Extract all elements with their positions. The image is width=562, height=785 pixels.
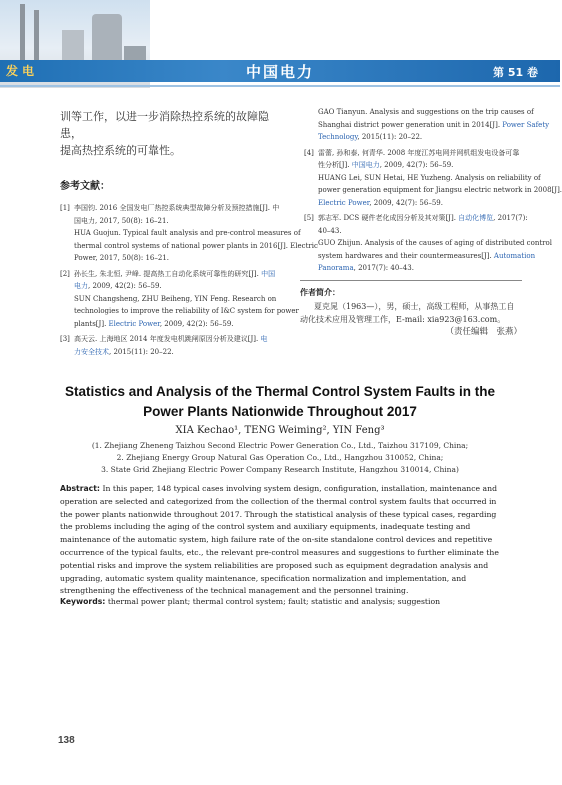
reference-item (304, 106, 550, 144)
reference-line (74, 305, 299, 318)
reference-text: , 2015(11): 20–22. (109, 347, 174, 356)
reference-text: Power, 2017, 50(8): 16–21. (74, 254, 170, 262)
reference-text: , 2009, 42(7): 56–59. (379, 161, 454, 169)
reference-item (60, 333, 280, 358)
reference-text: 40–43. (318, 226, 342, 235)
reference-line (74, 268, 280, 281)
reference-text: GUO Zhijun. Analysis of the causes of aging of distributed control (318, 239, 552, 247)
author-list: XIA Kechao¹, TENG Weiming², YIN Feng³ (175, 425, 385, 436)
journal-name: 中国电力 (351, 161, 380, 169)
reference-text: SUN Changsheng, ZHU Beiheng, YIN Feng. Research on (74, 294, 277, 303)
reference-line (74, 333, 280, 346)
reference-text: 郭志军. DCS 硬件老化成因分析及其对策[J]. (318, 214, 459, 222)
reference-text: , 2009, 42(2): 56–59. (88, 282, 162, 290)
keywords-text: thermal power plant; thermal control system; fault; statistic and analysis; suggestion (107, 597, 441, 606)
reference-text: , 2017(7): (493, 214, 528, 222)
reference-number: [5] (304, 214, 314, 222)
reference-text: system hardwares and their countermeasures[J]. (318, 251, 494, 260)
references-heading: 参考文献： (60, 181, 110, 192)
keywords (60, 597, 500, 606)
reference-line (74, 202, 280, 215)
reference-list (304, 106, 562, 275)
reference-item (60, 202, 318, 265)
reference-item (304, 147, 562, 210)
reference-line (74, 318, 280, 331)
reference-line (318, 237, 552, 250)
reference-line (318, 262, 522, 275)
abstract-label: Abstract: (60, 484, 100, 493)
reference-number: [2] (60, 269, 70, 278)
reference-text: , 2009, 42(2): 56–59. (159, 319, 234, 328)
reference-line (318, 250, 536, 263)
reference-line (74, 293, 280, 306)
page-header (0, 0, 560, 88)
journal-title: 中国电力 (245, 63, 314, 81)
reference-line (318, 212, 528, 225)
author-bio (300, 280, 522, 326)
reference-line (318, 172, 541, 185)
right-column (304, 106, 562, 278)
reference-text: GAO Tianyun. Analysis and suggestions on the trip causes of (318, 108, 534, 116)
reference-text: power generation equipment for Jiangsu electric network in 2008[J]. (318, 186, 562, 194)
reference-line (74, 227, 301, 240)
volume-label: 第 51 卷 (493, 66, 538, 79)
reference-line (74, 215, 280, 228)
journal-name: Automation (493, 251, 536, 260)
reference-text: HUA Guojun. Typical fault analysis and pre-control measures of (74, 229, 301, 237)
reference-line (318, 197, 522, 210)
reference-text: thermal control systems of national power plants in 2016[J]. Electric (74, 241, 318, 250)
section-label: 发电 (6, 64, 39, 78)
reference-line (74, 240, 318, 253)
left-column (60, 108, 318, 361)
reference-item (60, 268, 299, 331)
reference-text: 国电力, 2017, 50(8): 16–21. (74, 216, 169, 225)
abstract (60, 483, 500, 598)
reference-line (318, 159, 522, 172)
reference-line (318, 225, 522, 238)
journal-name: Electric Power (318, 198, 370, 207)
journal-name: 自动化博览 (458, 214, 494, 222)
reference-text: 高天云. 上海地区 2014 年度发电机跳闸原因分析及建议[J]. (74, 335, 261, 343)
affiliation: (1. Zhejiang Zheneng Taizhou Second Electric Power Generation Co., Ltd., Taizhou 317109, China; (91, 441, 469, 450)
reference-line (318, 184, 562, 197)
english-title: Statistics and Analysis of the Thermal Control System Faults in the Power Plants Nationwide Throughout 2017 (64, 384, 496, 419)
header-divider (0, 85, 560, 87)
author-bio-title: 作者简介： (300, 288, 340, 297)
journal-name: 中国 (261, 269, 276, 278)
reference-text: 孙长生, 朱北恒, 尹峰. 提高热工自动化系统可靠性的研究[J]. (74, 269, 262, 278)
reference-text: 性分析[J]. (318, 161, 352, 169)
affiliation: 2. Zhejiang Energy Group Natural Gas Operation Co., Ltd., Hangzhou 310052, China; (116, 453, 444, 462)
reference-text: technologies to improve the reliability of I&C system for power (74, 307, 299, 315)
reference-number: [3] (60, 335, 70, 343)
author-bio-text: 夏克晁（1963—），男，硕士，高级工程师，从事热工自动化技术应用及管理工作，E-mail: xia923@163.com。 (300, 302, 515, 324)
reference-line (74, 252, 280, 265)
reference-text: 李国钧. 2016 全国发电厂热控系统典型故障分析及预控措施[J]. 中 (74, 204, 280, 212)
journal-name: Panorama (318, 264, 354, 272)
reference-line (318, 119, 550, 132)
affiliations (60, 440, 500, 476)
reference-line (74, 280, 280, 293)
reference-item (304, 212, 552, 275)
journal-name: 力安全技术 (74, 347, 109, 356)
reference-line (74, 346, 280, 359)
keywords-label: Keywords: (60, 597, 106, 606)
reference-line (318, 147, 522, 160)
page-number: 138 (58, 735, 75, 746)
reference-text: , 2017(7): 40–43. (353, 264, 414, 272)
reference-number: [4] (304, 148, 314, 157)
editor-note: （责任编辑 张燕） (445, 327, 522, 337)
abstract-text: In this paper, 148 typical cases involving system design, configuration, installation, maintenance and operation are selected and categorized from the collection of the thermal control system faults that occurred in the power plants nationwide throughout 2017. Through the statistical analysis of these typical cases, regarding the problems including the aging of the control system and auxiliary equipments, inadequate testing and maintenance of the automatic system, high failure rate of the on-site standalone control devices and repetitive occurrence of the typical faults, etc., the relevant pre-control measures and suggestions to further eliminate the potential risks and improve the system reliabilities are proposed such as equipment degradation analysis and upgrading, automatic system quality maintenance, specification normalization and implementation, and strengthening the effectiveness of the technical management and the personnel training. (60, 484, 499, 596)
reference-text: , 2015(11): 20–22. (357, 133, 423, 141)
journal-name: 电 (260, 335, 268, 343)
reference-text: plants[J]. (74, 319, 109, 328)
body-text: 训等工作，以进一步消除热控系统的故障隐患， 提高热控系统的可靠性。 (60, 110, 269, 157)
reference-list (60, 202, 318, 358)
reference-text: HUANG Lei, SUN Hetai, HE Yuzheng. Analysis on reliability of (318, 173, 541, 182)
journal-name: 电力 (74, 282, 88, 290)
reference-text: Shanghai district power generation unit in 2014[J]. (318, 120, 503, 129)
reference-text: 雷蕾, 孙和泰, 何青华. 2008 年度江苏电网并网机组发电设备可靠 (318, 148, 520, 157)
reference-text: , 2009, 42(7): 56–59. (369, 198, 443, 207)
reference-number: [1] (60, 204, 70, 212)
affiliation: 3. State Grid Zhejiang Electric Power Company Research Institute, Hangzhou 310014, China) (101, 465, 459, 474)
reference-line (318, 131, 522, 144)
reference-line (318, 106, 534, 119)
journal-name: Technology (318, 133, 358, 141)
journal-name: Electric Power (108, 319, 160, 328)
journal-name: Power Safety (502, 120, 550, 129)
